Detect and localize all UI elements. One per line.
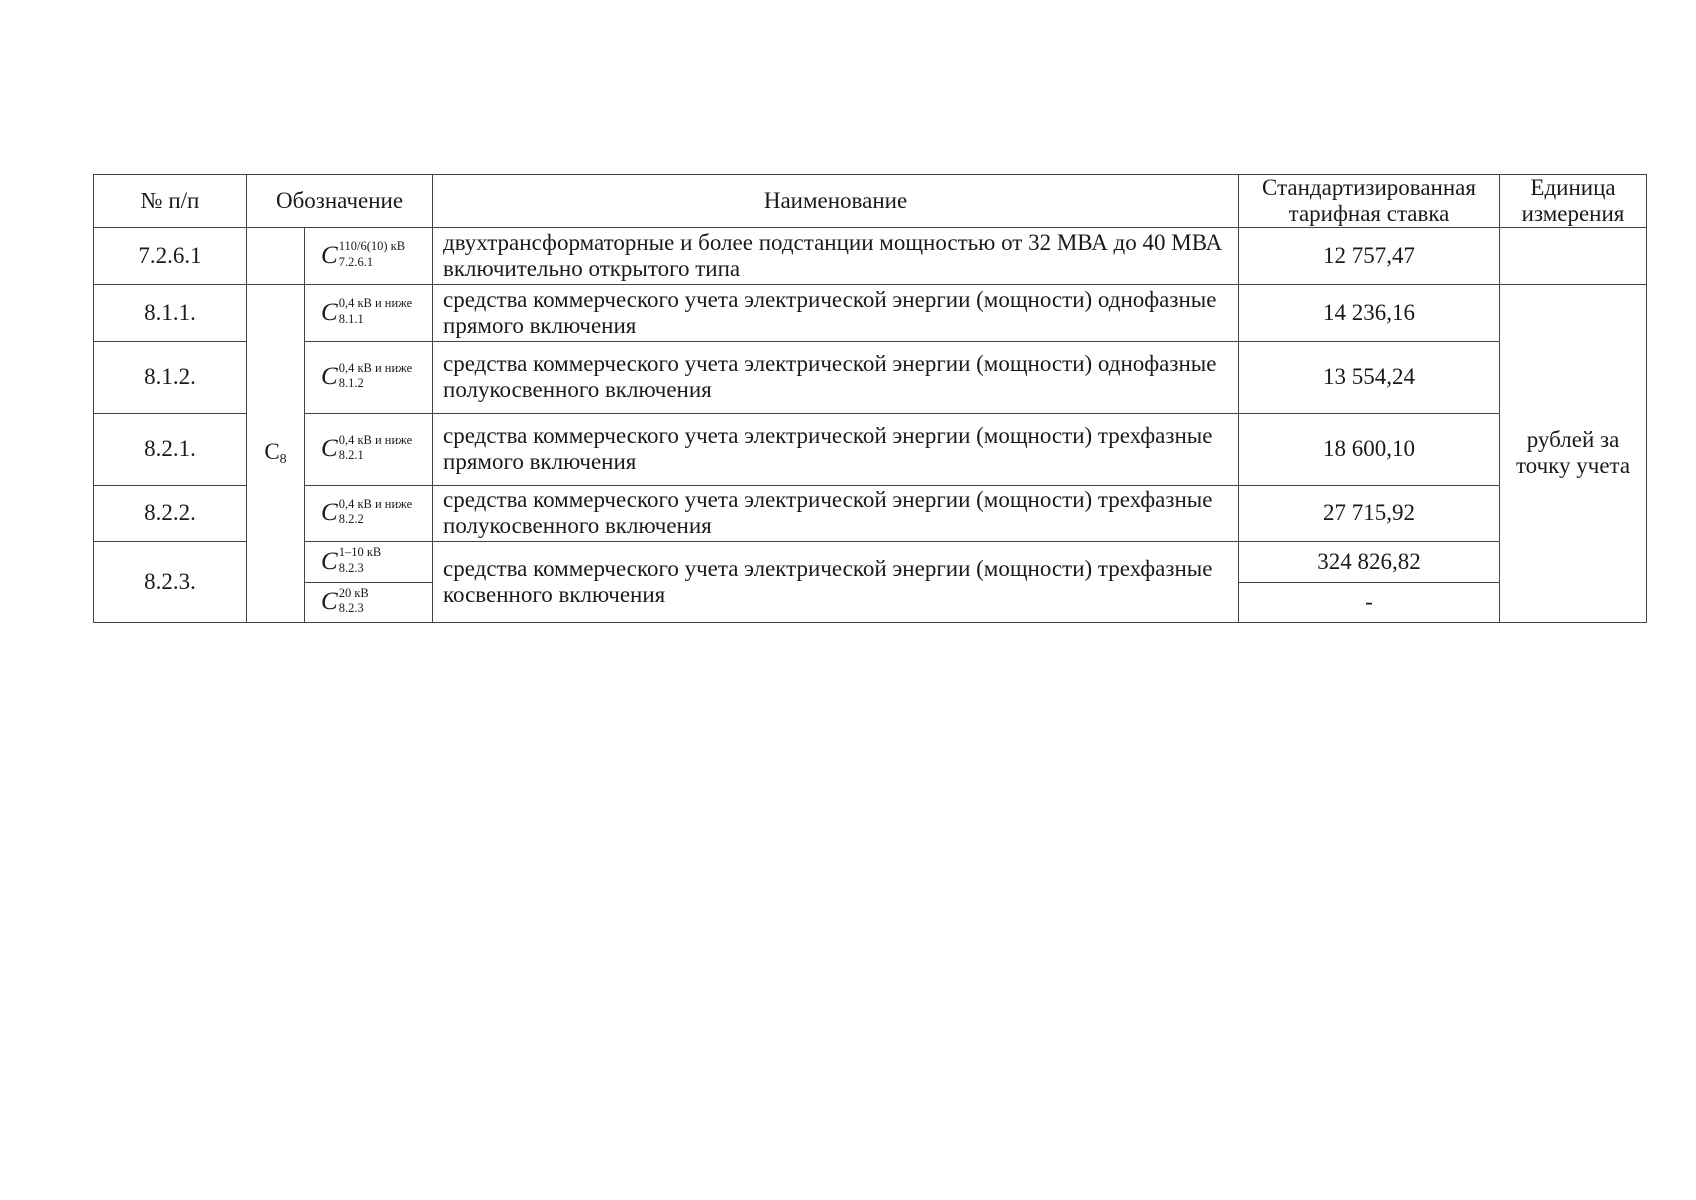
header-designation: Обозначение (247, 175, 433, 228)
designation-symbol (305, 227, 433, 284)
table-row (94, 541, 1647, 582)
designation-symbol (305, 284, 433, 341)
unit-cell-c8: рублей за точку учета (1500, 284, 1647, 622)
row-number: 8.2.1. (94, 413, 247, 485)
symbol-base: C (321, 499, 338, 526)
header-num: № п/п (94, 175, 247, 228)
symbol-subscript: 8.2.3 (338, 560, 364, 575)
symbol-base: C (321, 588, 338, 615)
symbol-superscript: 1–10 кВ (338, 545, 382, 560)
unit-cell (1500, 227, 1647, 284)
item-name: средства коммерческого учета электрической энергии (мощности) трехфазные прямого включения (433, 413, 1239, 485)
group-designation-c8 (247, 284, 305, 622)
item-name: средства коммерческого учета электрической энергии (мощности) однофазные прямого включения (433, 284, 1239, 341)
tariff-table (93, 174, 1647, 623)
symbol-superscript: 0,4 кВ и ниже (338, 432, 413, 447)
tariff-rate: 27 715,92 (1239, 485, 1500, 541)
symbol-superscript: 0,4 кВ и ниже (338, 496, 413, 511)
symbol-base: C (321, 547, 338, 575)
item-name: средства коммерческого учета электрической энергии (мощности) однофазные полукосвенного включения (433, 341, 1239, 413)
header-rate: Стандартизированная тарифная ставка (1239, 175, 1500, 228)
symbol-base: C (321, 298, 338, 326)
symbol-superscript: 20 кВ (338, 585, 369, 600)
symbol-subscript: 8.2.1 (338, 448, 364, 462)
tariff-rate: - (1239, 582, 1500, 622)
table-row (94, 485, 1647, 541)
row-number: 8.1.2. (94, 341, 247, 413)
item-name: средства коммерческого учета электрической энергии (мощности) трехфазные косвенного включения (433, 541, 1239, 622)
symbol-base: C (321, 241, 338, 269)
designation-symbol (305, 341, 433, 413)
group-base: С (264, 438, 280, 464)
table-row (94, 413, 1647, 485)
designation-symbol (305, 582, 433, 622)
table-row (94, 341, 1647, 413)
tariff-rate: 14 236,16 (1239, 284, 1500, 341)
header-unit: Единица измерения (1500, 175, 1647, 228)
symbol-subscript: 8.1.1 (338, 311, 364, 326)
group-designation-empty (247, 227, 305, 284)
designation-symbol (305, 541, 433, 582)
tariff-rate: 18 600,10 (1239, 413, 1500, 485)
symbol-subscript: 7.2.6.1 (338, 254, 374, 269)
row-number: 7.2.6.1 (94, 227, 247, 284)
tariff-rate: 12 757,47 (1239, 227, 1500, 284)
symbol-superscript: 110/6(10) кВ (338, 239, 406, 254)
table-header-row (94, 175, 1647, 228)
tariff-rate: 324 826,82 (1239, 541, 1500, 582)
symbol-subscript: 8.2.2 (338, 512, 364, 526)
symbol-subscript: 8.1.2 (338, 376, 364, 390)
symbol-base: C (321, 363, 338, 390)
header-name: Наименование (433, 175, 1239, 228)
item-name: двухтрансформаторные и более подстанции мощностью от 32 МВА до 40 МВА включительно открытого типа (433, 227, 1239, 284)
symbol-subscript: 8.2.3 (338, 601, 364, 615)
symbol-superscript: 0,4 кВ и ниже (338, 360, 413, 375)
tariff-rate: 13 554,24 (1239, 341, 1500, 413)
row-number: 8.2.2. (94, 485, 247, 541)
item-name: средства коммерческого учета электрической энергии (мощности) трехфазные полукосвенного включения (433, 485, 1239, 541)
designation-symbol (305, 413, 433, 485)
symbol-superscript: 0,4 кВ и ниже (338, 296, 413, 311)
designation-symbol (305, 485, 433, 541)
group-subscript: 8 (279, 451, 287, 467)
table-row (94, 284, 1647, 341)
symbol-base: C (321, 435, 338, 462)
row-number: 8.2.3. (94, 541, 247, 622)
row-number: 8.1.1. (94, 284, 247, 341)
table-row (94, 227, 1647, 284)
